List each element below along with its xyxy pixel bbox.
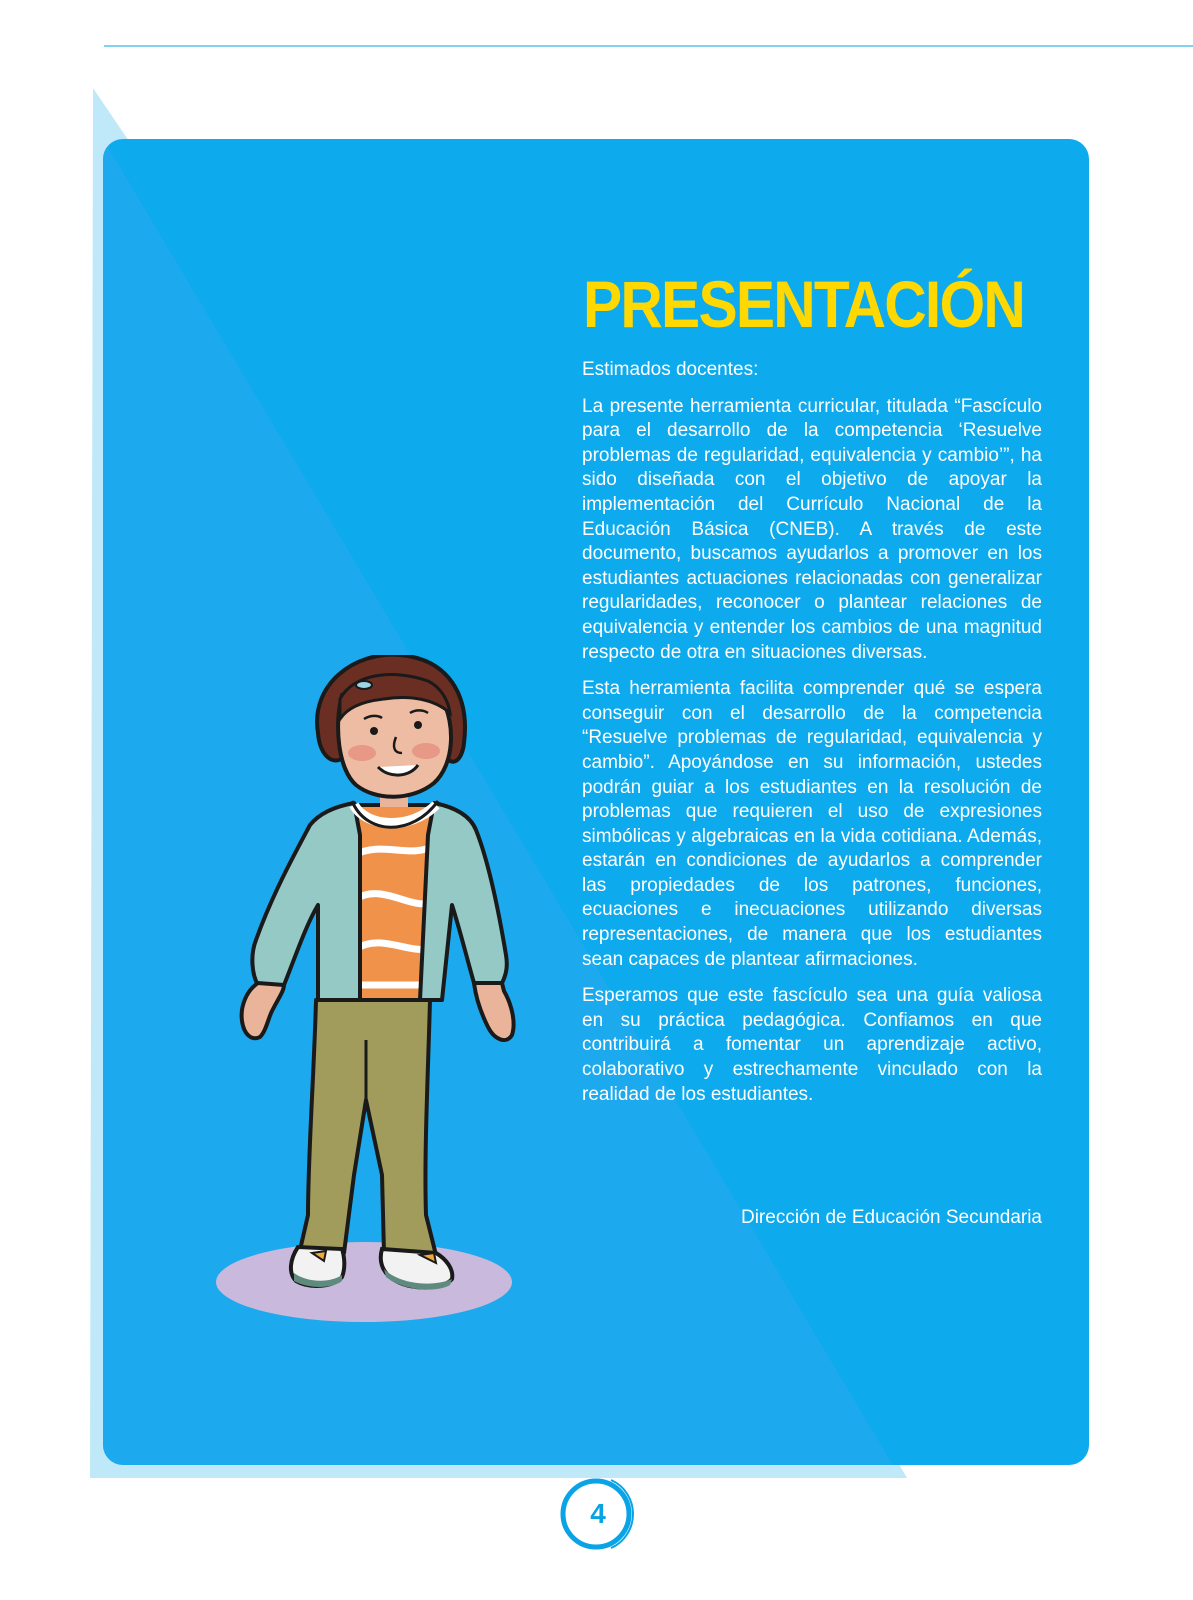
left-hand <box>242 983 284 1038</box>
right-hand <box>474 983 514 1040</box>
jacket-left <box>252 803 360 1000</box>
paragraph-2: Esta herramienta facilita comprender qué se espera conseguir con el desarrollo de la competencia “Resuelve problemas de regularidad, equivalencia y cambio”. Apoyándose en su información, ustedes podrán guiar a los estudiantes en la resolución de problemas que requieren el uso de expresiones simbólicas y algebraicas en la vida cotidiana. Además, estarán en condiciones de ayudarlos a comprender las propiedades de los patrones, funciones, ecuaciones e inecuaciones utilizando diversas representaciones, de manera que los estudiantes sean capaces de plantear afirmaciones. <box>582 678 1042 970</box>
presentation-body <box>582 358 1042 1119</box>
signature-text: Dirección de Educación Secundaria <box>740 1207 1042 1228</box>
paragraph-3: Esperamos que este fascículo sea una guía valiosa en su práctica pedagógica. Confiamos en que contribuirá a fomentar un aprendizaje activo, colaborativo y estrechamente vinculado con la realidad de los estudiantes. <box>582 985 1042 1105</box>
floor-shadow <box>216 1242 512 1322</box>
trousers <box>300 1000 436 1255</box>
page-number: 4 <box>590 1498 606 1529</box>
girl-character-illustration <box>214 655 530 1355</box>
greeting-text: Estimados docentes: <box>582 359 759 380</box>
jacket-right <box>420 803 507 1000</box>
page-number-badge <box>553 1472 643 1556</box>
page-title: PRESENTACIÓN <box>583 267 1024 341</box>
paragraph-1: La presente herramienta curricular, titulada “Fascículo para el desarrollo de la competencia ‘Resuelve problemas de regularidad, equivalencia y cambio’”, ha sido diseñada con el objetivo de apoyar la implementación del Currículo Nacional de la Educación Básica (CNEB). A través de este documento, buscamos ayudarlos a promover en los estudiantes actuaciones relacionadas con generalizar regularidades, reconocer o plantear relaciones de equivalencia y entender los cambios de una magnitud respecto de otra en situaciones diversas. <box>582 395 1042 663</box>
